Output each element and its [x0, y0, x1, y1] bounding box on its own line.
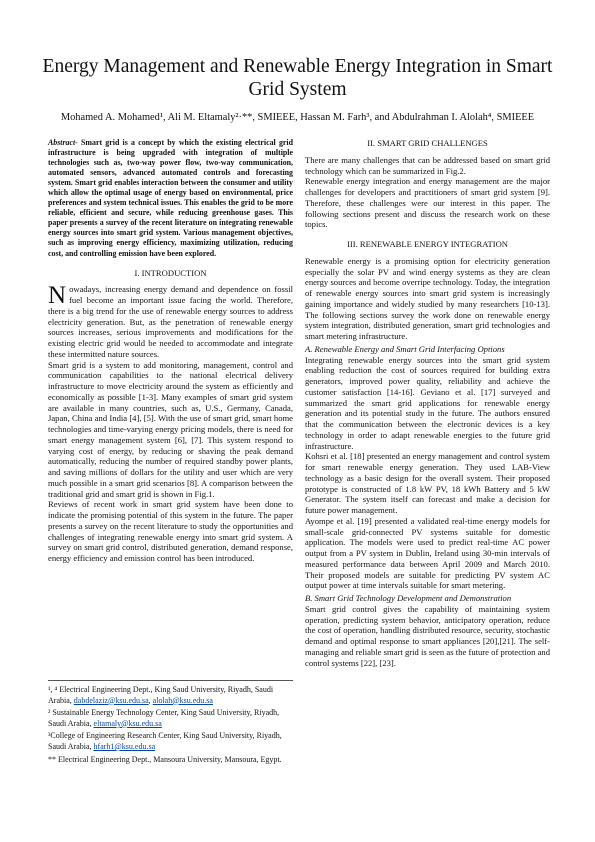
subsection-a-paragraph-3: Ayompe et al. [19] presented a validated real-time energy models for small-scale grid-connected PV systems suitable for domestic application. The models were used to predict real-time AC power output from a PV system in Dublin, Ireland using 30-min intervals of measured performance data between April 2009 and March 2010. Their proposed models are suitable for predicting PV system AC output power at time intervals suitable for smart metering. [305, 515, 550, 591]
subsection-b-paragraph-1: Smart grid control gives the capability of maintaining system operation, predicting system behavior, anticipatory operation, reduce the cost of operation, handling distributed resource, security, stochastic demand and optimal response to smart appliances [20],[21]. The self-managing and reliable smart grid is seen as the future of protection and control systems [22], [23]. [305, 603, 550, 668]
challenges-paragraph-1: There are many challenges that can be addressed based on smart grid technology which can be summarized in Fig.2. [305, 154, 550, 176]
footnote-3-text: ³College of Engineering Research Center, King Saud University, Riyadh, Saudi Arabia, [48, 731, 282, 751]
email-link-3[interactable]: eltamaly@ksu.edu.sa [93, 718, 162, 728]
intro-paragraph-2: Smart grid is a system to add monitoring, management, control and communication capabilities to the national electrical delivery infrastructure to move electricity around the system as efficiently and economically as possible [1-3]. Many examples of smart grid system are available in many countries, such as, U.S., Germany, Canada, Japan, China and India [4], [5]. With the use of smart grid, smart home technologies and time-varying energy pricing models, there is need for smart energy management system [6], [7]. This system respond to varying cost of energy, by reducing or shaving the peak demand automatically, reducing the number of required standby power plants, and saving millions of dollars for the utility and user which are very much possible in a smart grid scenarios [8]. A comparison between the traditional grid and smart grid is shown in Fig.1. [48, 359, 293, 499]
email-link-1[interactable]: dabdelaziz@ksu.edu.sa [73, 695, 149, 705]
intro-paragraph-1 [48, 284, 293, 359]
footnote-1 [48, 685, 293, 706]
intro-paragraph-1-text: owadays, increasing energy demand and dependence on fossil fuel become an important issue facing the world. Therefore, there is a big trend for the use of renewable energy sources to address electricity generation. But, as the penetration of renewable energy sources increases, serious improvements and modifications for the existing electric grid would be needed to accommodate and integrate these intermitted nature sources. [48, 284, 293, 359]
abstract-lead: Abstract- [48, 138, 78, 147]
subsection-heading-b: B. Smart Grid Technology Development and Demonstration [305, 593, 512, 603]
intro-paragraph-3: Reviews of recent work in smart grid system have been done to indicate the promising potential of this system in the future. The paper presents a survey on the recent literature to study the opportunities and challenges of integrating renewable energy into smart grid system. A survey on smart grid control, distributed generation, demand response, energy efficiency and emission control has been introduced. [48, 499, 293, 564]
footnote-4: ** Electrical Engineering Dept., Mansoura University, Mansoura, Egypt. [48, 754, 282, 764]
paper-title: Energy Management and Renewable Energy Integration in Smart Grid System [42, 56, 553, 100]
author-line: Mohamed A. Mohamed¹, Ali M. Eltamaly²·**, SMIEEE, Hassan M. Farh³, and Abdulrahman I. Alolah⁴, SMIEEE [60, 112, 535, 123]
section-heading-introduction: I. INTRODUCTION [134, 267, 207, 278]
abstract [48, 138, 293, 259]
footnote-1-separator: , [148, 695, 153, 705]
footnote-3 [48, 731, 293, 752]
email-link-2[interactable]: alolah@ksu.edu.sa [152, 695, 213, 705]
section-heading-renewable: III. RENEWABLE ENERGY INTEGRATION [346, 239, 509, 249]
footnote-1-text: ¹, ⁴ Electrical Engineering Dept., King Saud University, Riyadh, Saudi Arabia, [48, 685, 274, 705]
abstract-text: Smart grid is a concept by which the existing electrical grid infrastructure is being upgraded with integration of multiple technologies such as, two-way power flow, two-way communication, automated sensors, advanced automated controls and forecasting system. Smart grid enables interaction between the consumer and utility which allow the optimal usage of energy based on environmental, price preferences and system technical issues. This enables the grid to be more reliable, efficient and secure, while reducing greenhouse gases. This paper presents a survey of the recent literature on integrating renewable energy sources into smart grid system. Various management objectives, such as improving energy efficiency, maximizing utilization, reducing cost, and controlling emission have been explored. [48, 138, 293, 258]
footnotes [48, 680, 293, 767]
subsection-a-paragraph-1: Integrating renewable energy sources into the smart grid system enabling reduction the cost of sources required for building extra generators, improved power quality, reliability and achieve the customer satisfaction [14-16]. Geviano et al. [17] surveyed and summarized the smart grid applications for renewable energy generation and its potential study in the future. The authors ensured that the communication between the electronic devices is a key technology in order to adapt renewable energies to the future grid infrastructure. [305, 354, 550, 451]
drop-cap: N [48, 282, 67, 310]
left-column [48, 138, 293, 564]
footnote-2 [48, 708, 293, 729]
subsection-a-paragraph-2: Kohsri et al. [18] presented an energy management and control system for smart renewable energy generation. They used LAB-View technology as a basic design for the overall system. Their proposed prototype is constructed of 1.8 kW PV, 18 kWh Battery and 5 kW Generator. The system itself can forecast and make a decision for future power management. [305, 451, 550, 515]
email-link-4[interactable]: hfarh1@ksu.edu.sa [93, 741, 156, 751]
subsection-heading-a: A. Renewable Energy and Smart Grid Interfacing Options [305, 343, 505, 354]
section-heading-challenges: II. SMART GRID CHALLENGES [367, 138, 488, 148]
right-column [305, 138, 550, 668]
challenges-paragraph-2: Renewable energy integration and energy management are the major challenges for developers and practitioners of smart grid system [9]. Therefore, these challenges were our interest in this paper. The following sections present and discuss the research work on these topics. [305, 176, 550, 230]
footnote-2-text: ² Sustainable Energy Technology Center, King Saud University, Riyadh, Saudi Arabia, [48, 708, 280, 728]
renewable-paragraph-1: Renewable energy is a promising option for electricity generation especially the solar PV and wind energy systems as they are clean energy sources and become overripe technology. Today, the integration of renewable energy sources into smart grid system is increasingly gaining importance and widely studied by many researchers [10-13]. The following sections survey the work done on renewable energy system integration, distributed generation, smart grid technologies and smart metering infrastructure. [305, 255, 550, 341]
